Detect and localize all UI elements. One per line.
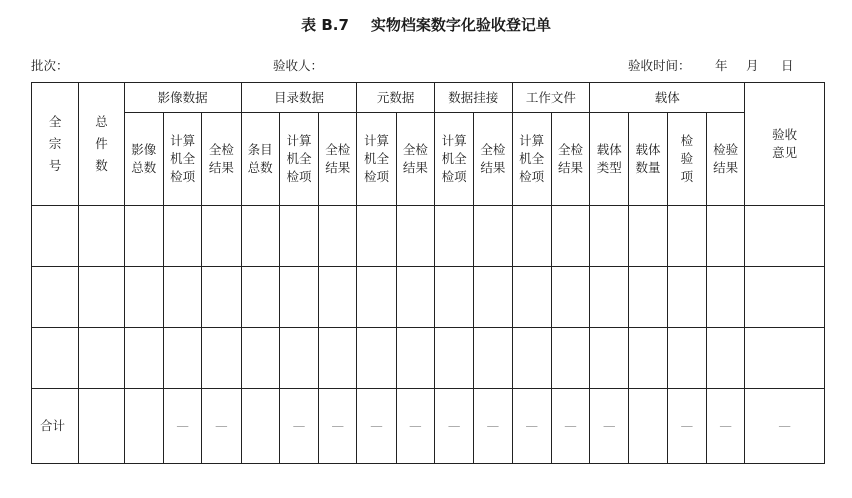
total-dash: — bbox=[357, 389, 396, 464]
month-label: 月 bbox=[746, 58, 759, 73]
batch-label: 批次： bbox=[31, 58, 69, 73]
header-carrier-quantity: 载体 数量 bbox=[629, 113, 667, 206]
header-carrier: 载体 bbox=[590, 83, 745, 113]
table-row bbox=[32, 328, 825, 389]
header-work-computer-check: 计算 机全 检项 bbox=[512, 113, 551, 206]
header-image-full-result: 全检 结果 bbox=[202, 113, 241, 206]
header-image-total: 影像 总数 bbox=[124, 113, 163, 206]
total-dash: — bbox=[474, 389, 512, 464]
table-row bbox=[32, 267, 825, 328]
year-label: 年 bbox=[715, 58, 728, 73]
header-data-link: 数据挂接 bbox=[434, 83, 512, 113]
table-name: 实物档案数字化验收登记单 bbox=[370, 16, 551, 34]
total-dash: — bbox=[667, 389, 706, 464]
total-dash: — bbox=[590, 389, 629, 464]
total-dash: — bbox=[434, 389, 473, 464]
header-link-full-result: 全检 结果 bbox=[474, 113, 512, 206]
table-number: 表 B.7 bbox=[301, 16, 349, 34]
day-label: 日 bbox=[781, 58, 794, 73]
table-row bbox=[32, 206, 825, 267]
total-row bbox=[32, 389, 825, 464]
header-check-result: 检验 结果 bbox=[706, 113, 744, 206]
total-dash: — bbox=[319, 389, 357, 464]
inspection-time-label: 验收时间： bbox=[628, 58, 691, 73]
total-dash: — bbox=[551, 389, 589, 464]
header-entry-total: 条目 总数 bbox=[241, 113, 279, 206]
total-dash: — bbox=[202, 389, 241, 464]
total-dash: — bbox=[396, 389, 434, 464]
header-total-items: 总 件 数 bbox=[79, 83, 124, 206]
total-dash: — bbox=[745, 389, 825, 464]
header-metadata: 元数据 bbox=[357, 83, 435, 113]
header-catalog-computer-check: 计算 机全 检项 bbox=[279, 113, 318, 206]
header-catalog-data: 目录数据 bbox=[241, 83, 357, 113]
header-meta-computer-check: 计算 机全 检项 bbox=[357, 113, 396, 206]
header-image-data: 影像数据 bbox=[124, 83, 241, 113]
header-link-computer-check: 计算 机全 检项 bbox=[434, 113, 473, 206]
inspector-label: 验收人： bbox=[273, 58, 324, 73]
total-dash: — bbox=[279, 389, 318, 464]
header-quanzong: 全 宗 号 bbox=[32, 83, 79, 206]
header-meta-full-result: 全检 结果 bbox=[396, 113, 434, 206]
header-work-full-result: 全检 结果 bbox=[551, 113, 589, 206]
header-work-files: 工作文件 bbox=[512, 83, 590, 113]
header-carrier-type: 载体 类型 bbox=[590, 113, 629, 206]
total-dash: — bbox=[512, 389, 551, 464]
header-opinion: 验收 意见 bbox=[745, 83, 825, 206]
header-catalog-full-result: 全检 结果 bbox=[319, 113, 357, 206]
header-image-computer-check: 计算 机全 检项 bbox=[163, 113, 201, 206]
acceptance-register-table bbox=[31, 82, 825, 464]
total-dash: — bbox=[706, 389, 744, 464]
total-label: 合计 bbox=[32, 389, 79, 464]
total-dash: — bbox=[163, 389, 201, 464]
header-check-item: 检 验 项 bbox=[667, 113, 706, 206]
table-title bbox=[0, 14, 852, 35]
